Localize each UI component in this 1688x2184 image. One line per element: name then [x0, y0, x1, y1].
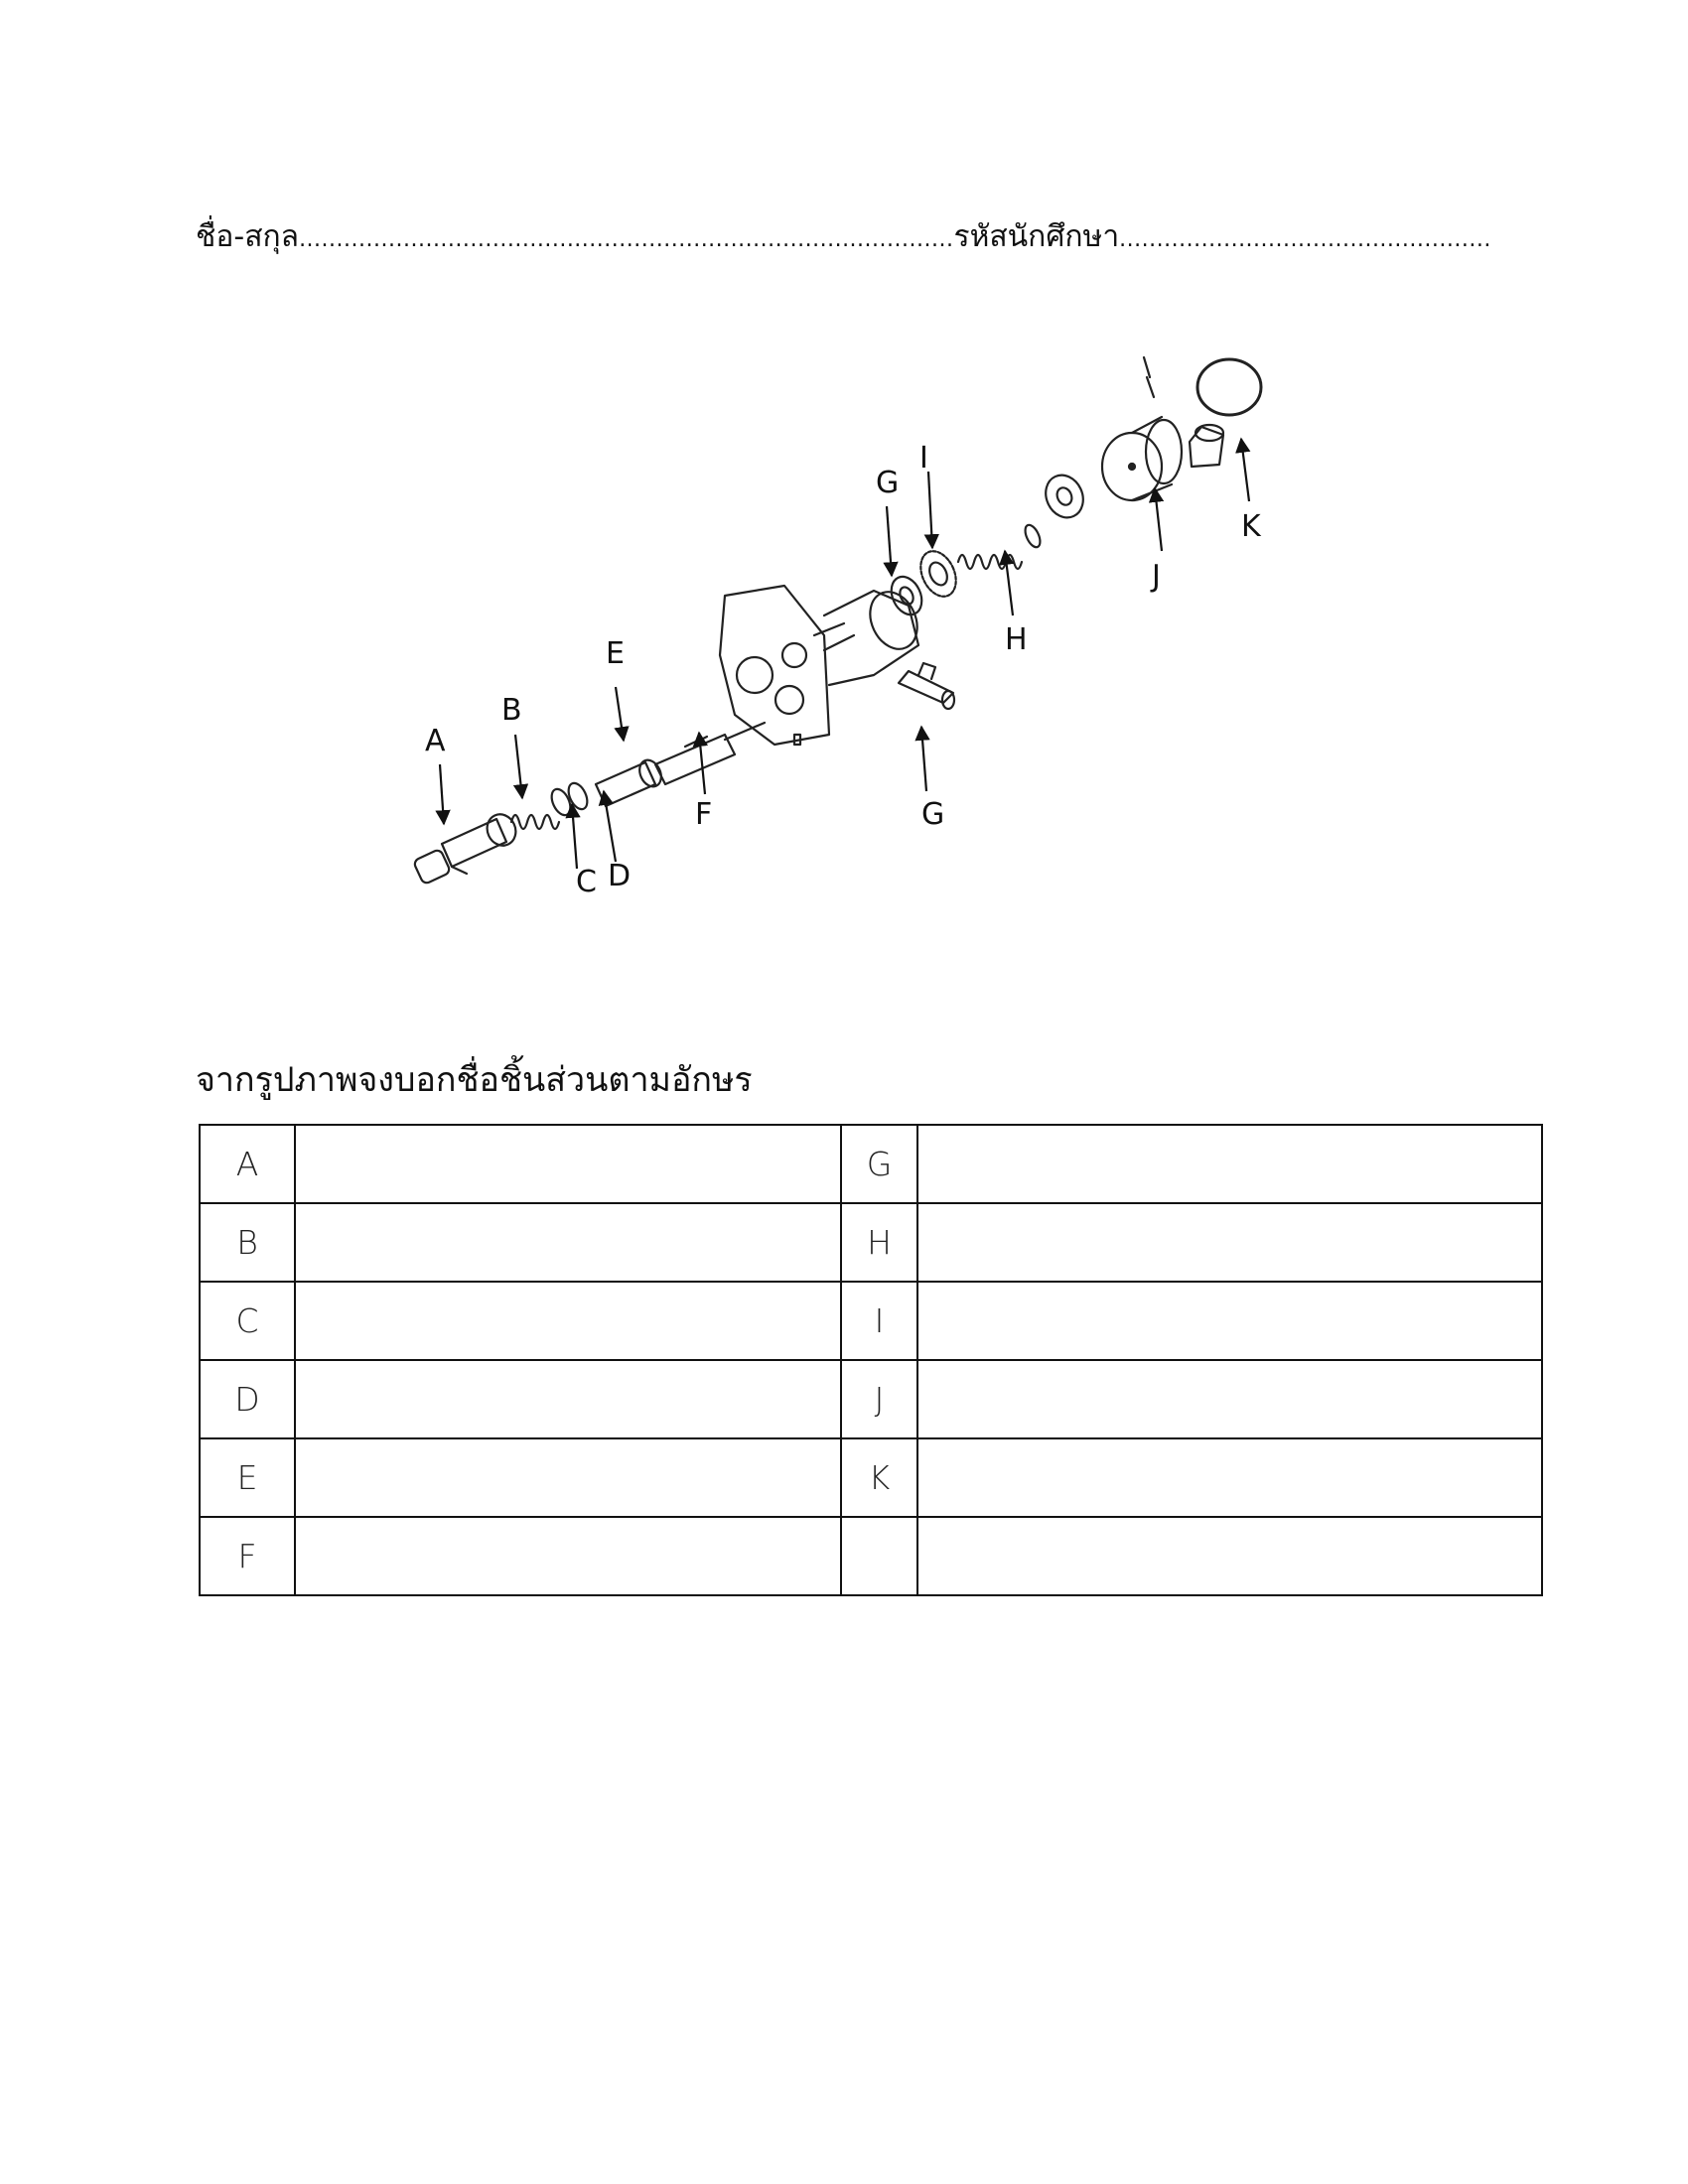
table-row	[200, 1203, 1542, 1282]
row-letter-left: C	[200, 1282, 295, 1360]
label-g-top: G	[876, 466, 900, 500]
answer-cell-right[interactable]	[917, 1517, 1542, 1595]
row-letter-left: A	[200, 1125, 295, 1203]
part-g-top-washer	[886, 572, 927, 619]
part-f-pin	[685, 737, 707, 747]
table-row	[200, 1125, 1542, 1203]
part-e-plunger	[655, 723, 765, 784]
row-letter-left: F	[200, 1517, 295, 1595]
row-letter-right: G	[841, 1125, 917, 1203]
label-e: E	[606, 636, 625, 671]
part-j-cap	[1102, 357, 1182, 500]
row-letter-right	[841, 1517, 917, 1595]
label-d: D	[608, 859, 632, 893]
answer-cell-left[interactable]	[295, 1360, 841, 1438]
part-a-fitting	[413, 810, 521, 886]
row-letter-right: H	[841, 1203, 917, 1282]
label-i: I	[919, 441, 928, 476]
answer-cell-right[interactable]	[917, 1438, 1542, 1517]
row-letter-left: D	[200, 1360, 295, 1438]
part-h-spring	[958, 469, 1090, 569]
student-id-fill-line[interactable]: ..................................................	[1119, 227, 1491, 252]
answer-cell-right[interactable]	[917, 1282, 1542, 1360]
label-b: B	[501, 693, 522, 728]
table-row	[200, 1438, 1542, 1517]
row-letter-right: I	[841, 1282, 917, 1360]
row-letter-left: E	[200, 1438, 295, 1517]
answer-cell-left[interactable]	[295, 1282, 841, 1360]
table-row	[200, 1282, 1542, 1360]
part-k-ring	[1197, 359, 1261, 415]
answer-cell-right[interactable]	[917, 1203, 1542, 1282]
label-j: J	[1152, 559, 1161, 594]
label-a: A	[425, 724, 446, 758]
part-b-spring	[511, 815, 559, 829]
student-id-label: รหัสนักศึกษา	[953, 219, 1120, 254]
answer-cell-left[interactable]	[295, 1203, 841, 1282]
table-row	[200, 1360, 1542, 1438]
label-f: F	[695, 797, 713, 832]
exploded-parts-diagram	[0, 318, 1688, 933]
answer-cell-right[interactable]	[917, 1125, 1542, 1203]
part-g-bottom-tee	[899, 663, 954, 709]
row-letter-right: K	[841, 1438, 917, 1517]
instruction-text: จากรูปภาพจงบอกชื่อชิ้นส่วนตามอักษร	[196, 1060, 753, 1100]
answer-table	[199, 1124, 1543, 1596]
label-h: H	[1005, 622, 1028, 657]
label-g-bottom: G	[921, 797, 945, 832]
table-row	[200, 1517, 1542, 1595]
label-k: K	[1241, 509, 1261, 544]
answer-cell-right[interactable]	[917, 1360, 1542, 1438]
answer-cell-left[interactable]	[295, 1125, 841, 1203]
label-c: C	[576, 865, 597, 899]
pump-housing	[720, 585, 926, 745]
part-c-washer	[548, 780, 591, 818]
answer-cell-left[interactable]	[295, 1517, 841, 1595]
small-bushing	[1190, 425, 1223, 467]
name-fill-line[interactable]: ........................................................................................	[299, 227, 954, 252]
name-label: ชื่อ-สกุล	[196, 219, 300, 254]
row-letter-right: J	[841, 1360, 917, 1438]
student-info-line	[196, 213, 1491, 260]
answer-cell-left[interactable]	[295, 1438, 841, 1517]
row-letter-left: B	[200, 1203, 295, 1282]
